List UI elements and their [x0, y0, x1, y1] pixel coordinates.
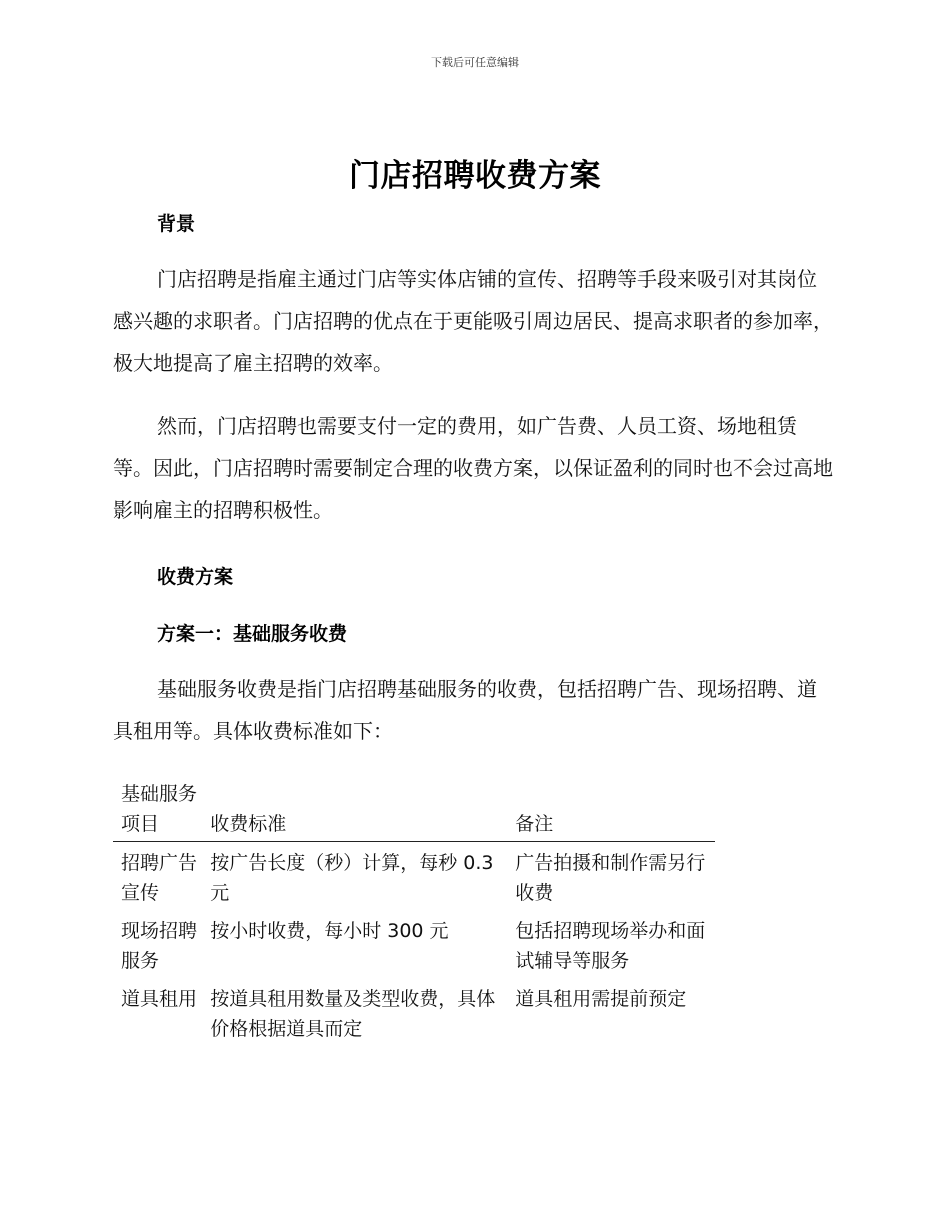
- fee-plan-heading: 收费方案: [157, 566, 234, 588]
- table-header-row: [113, 777, 715, 842]
- column-header-service: 基础服务项目: [113, 777, 202, 842]
- column-header-remark: 备注: [507, 777, 715, 842]
- background-paragraph-1: 门店招聘是指雇主通过门店等实体店铺的宣传、招聘等手段来吸引对其岗位感兴趣的求职者。门店招聘的优点在于更能吸引周边居民、提高求职者的参加率，极大地提高了雇主招聘的效率。: [113, 267, 833, 375]
- table-cell-remark: 包括招聘现场举办和面试辅导等服务: [515, 920, 706, 972]
- background-heading: 背景: [157, 213, 196, 235]
- table-row: [113, 982, 715, 1050]
- table-cell-standard: 按广告长度（秒）计算，每秒 0.3 元: [210, 852, 494, 904]
- document-title: 门店招聘收费方案: [349, 158, 601, 194]
- table-cell-service: 招聘广告宣传: [121, 852, 198, 904]
- table-cell-remark: 广告拍摄和制作需另行收费: [515, 852, 706, 904]
- plan-one-heading: 方案一：基础服务收费: [157, 623, 348, 645]
- table-cell-standard: 按小时收费，每小时 300 元: [210, 920, 449, 942]
- table-cell-service: 道具租用: [121, 988, 198, 1010]
- column-header-standard: 收费标准: [202, 777, 507, 842]
- table-cell-service: 现场招聘服务: [121, 920, 198, 972]
- fee-table: [113, 777, 715, 1050]
- table-row: [113, 842, 715, 915]
- table-cell-remark: 道具租用需提前预定: [515, 988, 687, 1010]
- background-paragraph-2: 然而，门店招聘也需要支付一定的费用，如广告费、人员工资、场地租赁等。因此，门店招聘时需要制定合理的收费方案，以保证盈利的同时也不会过高地影响雇主的招聘积极性。: [113, 414, 833, 522]
- table-cell-standard: 按道具租用数量及类型收费，具体价格根据道具而定: [210, 988, 496, 1040]
- table-row: [113, 914, 715, 982]
- plan-one-paragraph: 基础服务收费是指门店招聘基础服务的收费，包括招聘广告、现场招聘、道具租用等。具体收费标准如下：: [113, 677, 817, 743]
- page-header-note: 下载后可任意编辑: [431, 56, 519, 69]
